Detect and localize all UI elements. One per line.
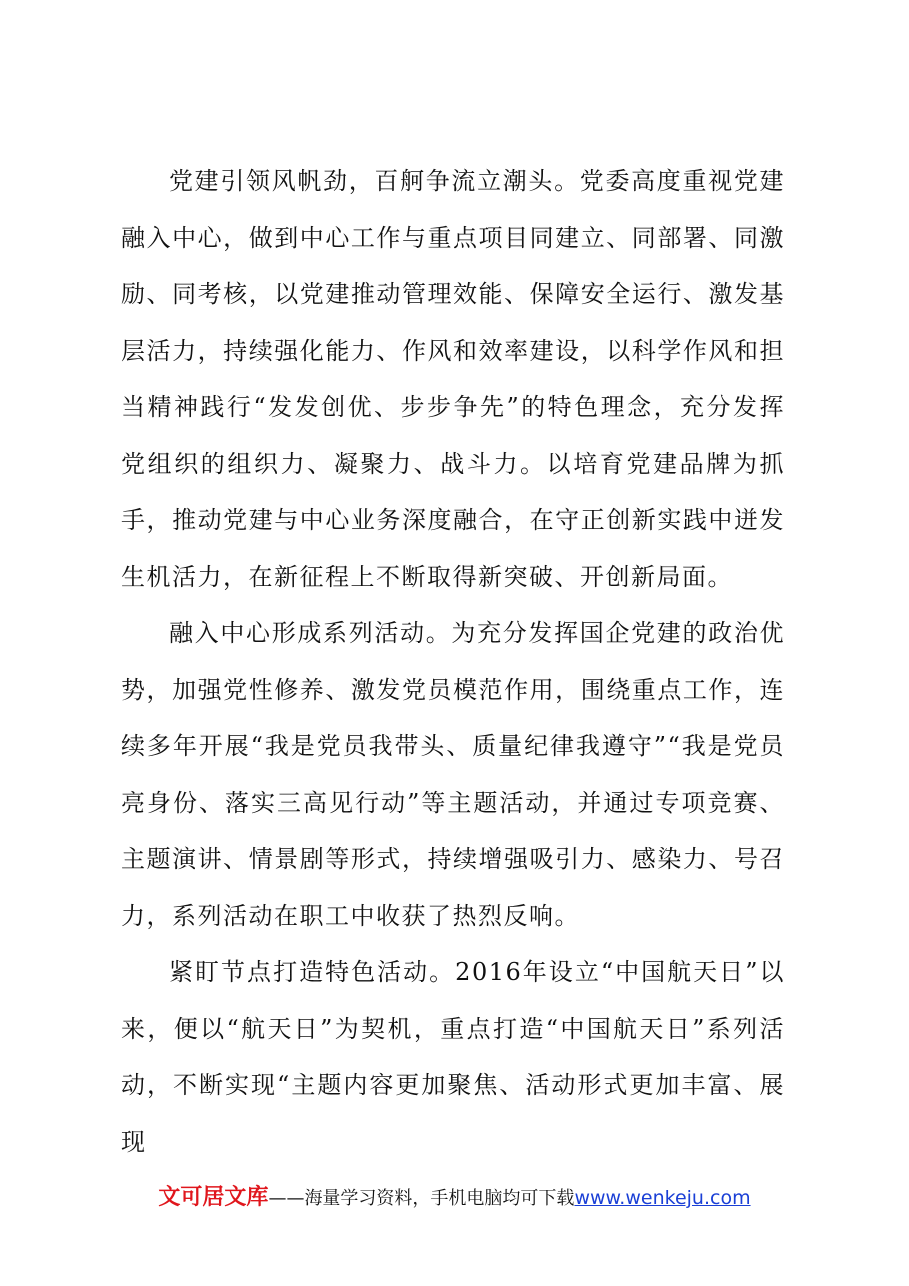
website-link[interactable]: www.wenkeju.com: [574, 1187, 751, 1209]
footer-tagline: ——海量学习资料，手机电脑均可下载: [268, 1188, 575, 1209]
paragraph-1: 党建引领风帆劲，百舸争流立潮头。党委高度重视党建融入中心，做到中心工作与重点项目同建立、同部署、同激励、同考核，以党建推动管理效能、保障安全运行、激发基层活力，持续强化能力、作风和效率建设，以科学作风和担当精神践行“发发创优、步步争先”的特色理念，充分发挥党组织的组织力、凝聚力、战斗力。以培育党建品牌为抓手，推动党建与中心业务深度融合，在守正创新实践中迸发生机活力，在新征程上不断取得新突破、开创新局面。: [121, 167, 785, 591]
document-body: [121, 153, 785, 1170]
footer-banner: [0, 1180, 909, 1211]
paragraph-2: 融入中心形成系列活动。为充分发挥国企党建的政治优势，加强党性修养、激发党员模范作用，围绕重点工作，连续多年开展“我是党员我带头、质量纪律我遵守”“我是党员亮身份、落实三高见行动”等主题活动，并通过专项竞赛、主题演讲、情景剧等形式，持续增强吸引力、感染力、号召力，系列活动在职工中收获了热烈反响。: [121, 619, 785, 930]
brand-name: 文可居文库: [158, 1185, 269, 1210]
paragraph-3: 紧盯节点打造特色活动。2016年设立“中国航天日”以来，便以“航天日”为契机，重点打造“中国航天日”系列活动，不断实现“主题内容更加聚焦、活动形式更加丰富、展现: [121, 958, 785, 1156]
